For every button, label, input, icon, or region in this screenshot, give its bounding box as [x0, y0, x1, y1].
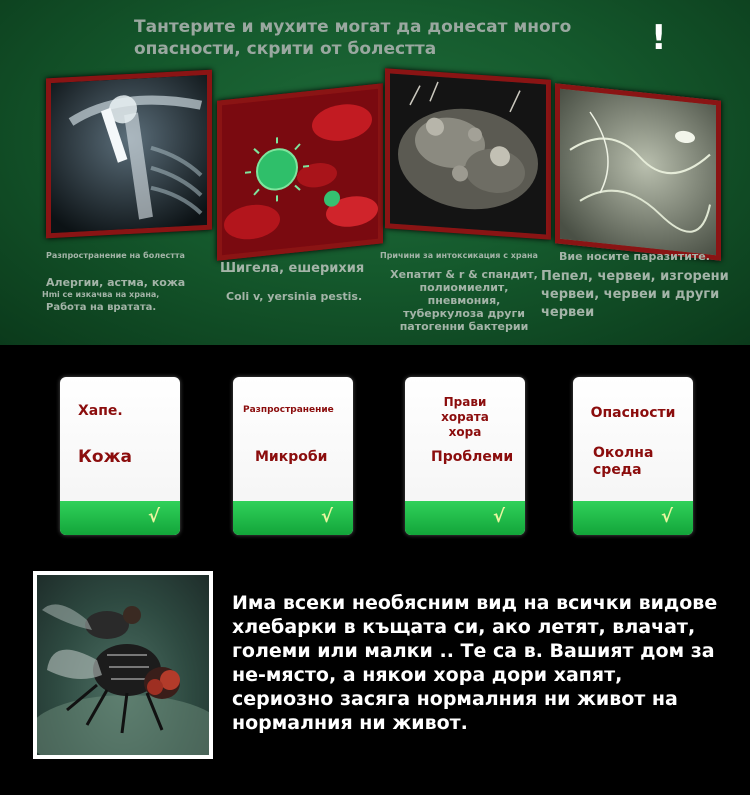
card-bottom-text: Микроби [255, 449, 328, 465]
parasite-worms-image [555, 83, 721, 260]
top-banner [0, 0, 750, 345]
card-strip [405, 501, 525, 535]
caption-title-4: Вие носите паразитите. [559, 250, 710, 263]
caption-title-3: Причини за интоксикация с храна [380, 251, 538, 260]
feature-card-3 [405, 377, 525, 535]
card-strip [573, 501, 693, 535]
caption-line-3b: полиомиелит, [419, 281, 509, 294]
card-bottom-text: Проблеми [431, 449, 514, 465]
checkmark-icon: √ [660, 506, 673, 527]
banner-title: Тантерите и мухите могат да донесат много опасности, скрити от болестта [134, 17, 572, 59]
feature-card-2 [233, 377, 353, 535]
caption-lines-4 [541, 268, 729, 322]
housefly-photo [33, 571, 213, 759]
exclamation-icon: ! [651, 18, 667, 58]
card-top-text: Прави хората хора [441, 395, 489, 439]
caption-line-1a: Алергии, астма, кожа [46, 276, 186, 289]
card-bottom-text: Околна среда [593, 445, 654, 478]
feature-card-1 [60, 377, 180, 535]
caption-line-1c: Работа на вратата. [46, 302, 157, 313]
caption-line-3d: туберкулоза други [403, 307, 525, 320]
description-text: Има всеки необясним вид на всички видове хлебарки в къщата си, ако летят, влачат, големи или малки .. Те са в. Вашият дом за не-място, а някои хора дори хапят, сериозно засяга нормалния ни живот на нормалния ни живот. [232, 592, 718, 734]
card-top-text: Опасности [590, 405, 676, 421]
card-strip [233, 501, 353, 535]
mold-spores-image [385, 68, 551, 240]
xray-shoulder-image [46, 70, 212, 239]
caption-line-4c: червеи [541, 305, 595, 320]
caption-line-4b: червеи, червеи и други [541, 287, 720, 302]
caption-line-4a: Пепел, червеи, изгорени [541, 269, 729, 284]
caption-line-3a: Хепатит & r & спандит, [390, 268, 538, 281]
checkmark-icon: √ [147, 506, 160, 527]
caption-line-3e: патогенни бактерии [399, 320, 529, 333]
feature-card-4 [573, 377, 693, 535]
card-top-text: Хапе. [78, 403, 123, 419]
caption-line-2a: Coli v, yersinia pestis. [226, 290, 363, 303]
checkmark-icon: √ [492, 506, 505, 527]
virus-blood-cells-image [217, 83, 383, 260]
caption-lines-3 [384, 268, 544, 333]
checkmark-icon: √ [320, 506, 333, 527]
caption-line-3c: пневмония, [427, 294, 501, 307]
caption-line-1b: Hmi се изкачва на храна, [42, 290, 160, 299]
card-top-text: Разпространение [243, 405, 334, 415]
caption-title-2: Шигела, ешерихия [220, 261, 365, 276]
card-bottom-text: Кожа [78, 447, 132, 467]
card-strip [60, 501, 180, 535]
caption-title-1: Разпространение на болестта [46, 251, 185, 260]
